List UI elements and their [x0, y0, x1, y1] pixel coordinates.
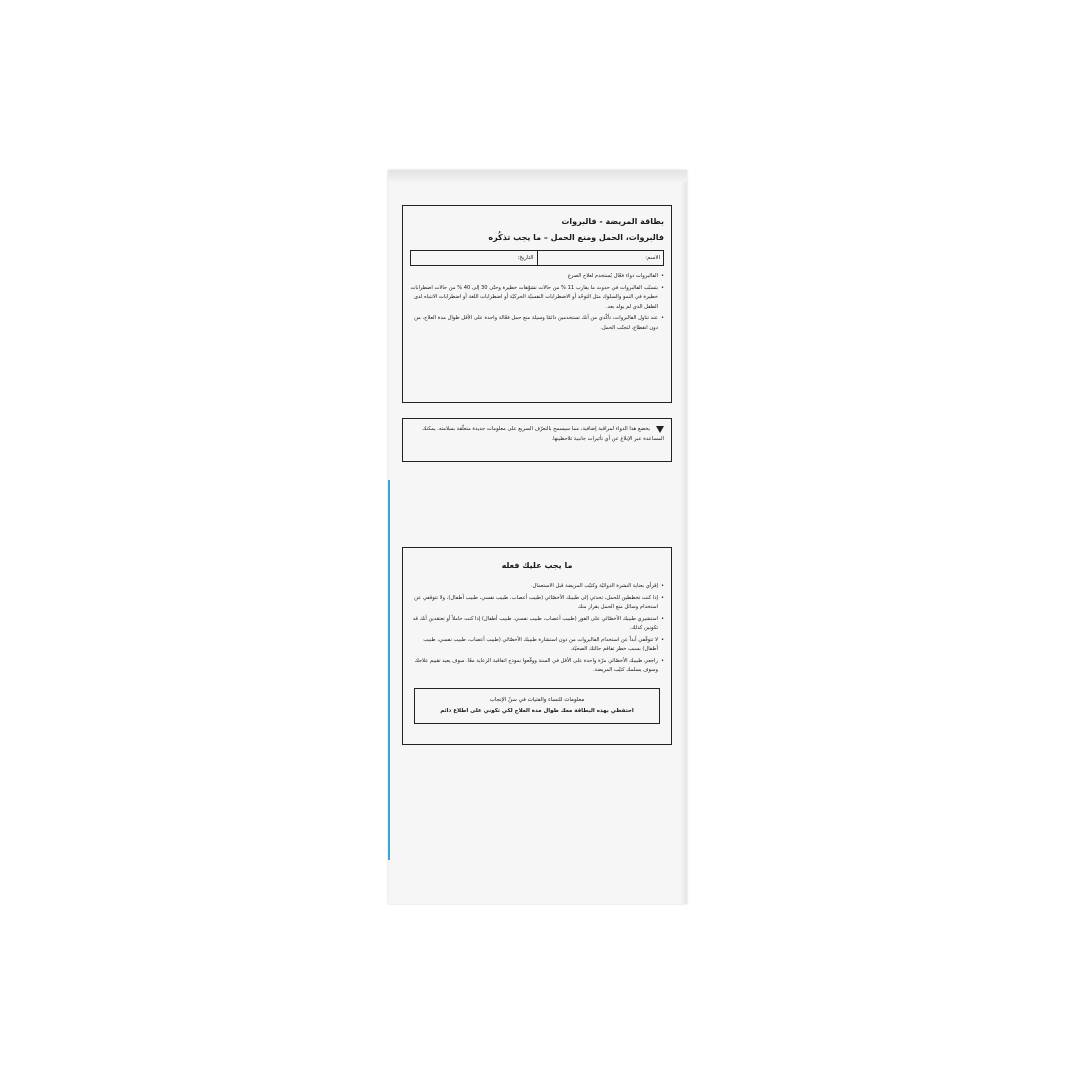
list-item: • لا تتوقّفي أبداً عن استخدام الفالبروات من دون استشارة طبيبك الأخصّائي (طبيب أعصاب، طبيب نفسي، طبيب أطفال) بسبب خطر تفاقم حالتك الصحيّة.	[410, 636, 664, 655]
section-title: ما يجب عليك فعله	[501, 561, 573, 570]
list-item: • إذا كنت تخططين للحمل، تحدثي إلى طبيبك الأخصّائي (طبيب أعصاب، طبيب نفسي، طبيب أطفال)، ولا تتوقفي عن استخدام وسائل منع الحمل بقرار منك	[410, 594, 664, 613]
list-item: • راجعي طبيبك الأخصّائي مرّة واحدة على الأقل في السنة ووقّعوا نموذج اتفاقية الرعاية معًا. سوف يعيد تقييم علاجك وسوف يسلمك كتيّب المريضة.	[410, 657, 664, 676]
card-title: بطاقة المريضة - فالبروات	[561, 217, 664, 226]
black-triangle-icon	[656, 426, 664, 433]
patient-card-section	[402, 205, 672, 403]
card-top-edge	[388, 170, 687, 182]
patient-card-panel	[388, 170, 687, 904]
list-item: • استشيري طبيبك الأخصّائي على الفور (طبيب أعصاب، طبيب نفسي، طبيب أطفال) إذا كنت حاملاً أو تعتقدين أنك قد تكونين كذلك.	[410, 615, 664, 634]
list-item: • الفالبروات دواء فعّال يُستخدم لعلاج الصرع	[410, 272, 664, 282]
date-field: التاريخ:	[411, 251, 538, 265]
info-box	[414, 688, 660, 724]
additional-monitoring-notice	[402, 418, 672, 462]
monitoring-text: يخضع هذا الدواء لمراقبة إضافية، مما سيسمح بالتعرّف السريع على معلومات جديدة متعلّقة بسلامته. يمكنك المساعدة عبر الإبلاغ عن أي تأثيرات جانبية تلاحظينها.	[422, 426, 664, 442]
name-field: الاسم:	[645, 255, 660, 261]
card-right-edge	[681, 182, 687, 904]
list-item: • بتسبّب الفالبروات في حدوث ما يقارب 11 % من حالات تشوّهات خطيرة وحتّى 30 إلى 40 % من حالات اضطرابات خطيرة في النمو والسلوك مثل التوحّد أو الاضطرابات النفسيّة الحركيّة أو اضطرابات اللغة أو اضطرابات الانتباه لدى الطفل الذي لم يولد بعد.	[410, 284, 664, 313]
list-item: • عند تناول الفالبروات، تأكّدي من أنك تستخدمين دائمًا وسيلة منع حمل فعّالة واحدة على الأقل طوال مدة العلاج، من دون انقطاع، لتجنّب الحمل.	[410, 314, 664, 333]
instructions-list	[410, 582, 664, 676]
list-item: • إقرأي بعناية النشرة الدوائيّة وكتيّب المريضة قبل الاستعمال.	[410, 582, 664, 592]
blue-edge-strip	[388, 480, 390, 860]
name-date-row	[410, 250, 664, 266]
info-note: احتفظي بهذه البطاقة معك طوال مدة العلاج لكي تكوني على اطلاع دائم	[440, 707, 634, 714]
info-heading: معلومات للنساء والفتيات في سنّ الإنجاب	[489, 696, 585, 703]
what-to-do-section	[402, 547, 672, 745]
reminder-list	[410, 272, 664, 333]
card-subtitle: فالبروات، الحمل ومنع الحمل – ما يجب تذكُره	[488, 233, 664, 242]
